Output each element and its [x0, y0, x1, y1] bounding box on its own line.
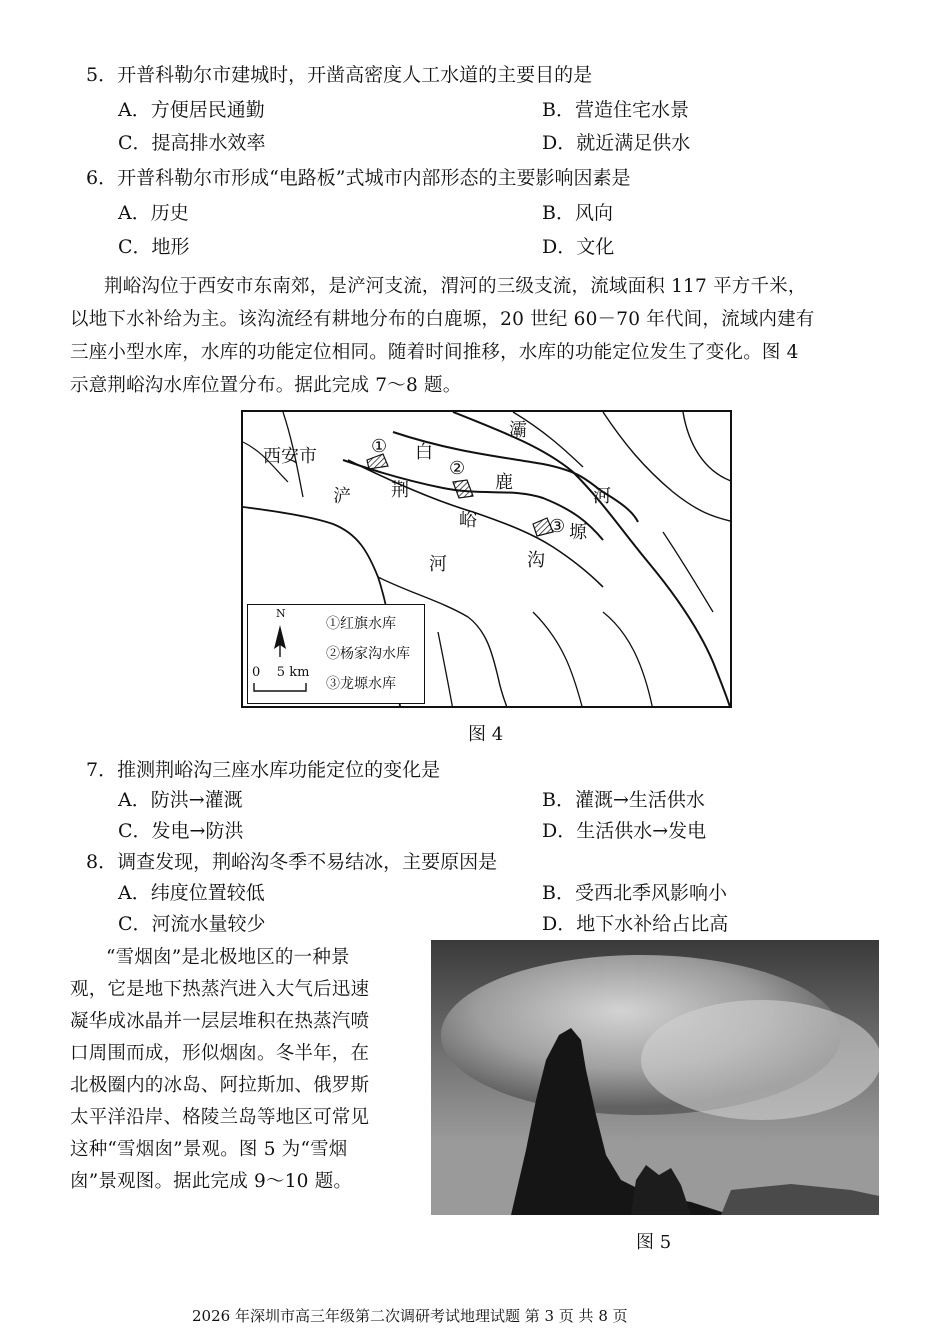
- passage2-line5: 北极圈内的冰岛、阿拉斯加、俄罗斯: [70, 1075, 370, 1096]
- q5-option-b: B．营造住宅水景: [542, 99, 689, 121]
- map-label-bai: 白: [415, 442, 433, 463]
- question-7-stem: 7．推测荆峪沟三座水库功能定位的变化是: [86, 759, 441, 781]
- passage1-line1: 荆峪沟位于西安市东南郊，是浐河支流，渭河的三级支流，流域面积 117 平方千米，: [104, 276, 807, 297]
- figure-4-map: [241, 410, 732, 708]
- q8-option-a: A．纬度位置较低: [118, 882, 265, 904]
- q6-option-d: D．文化: [542, 236, 615, 258]
- figure-5-photo: [431, 940, 879, 1215]
- scale-bar-icon: [254, 683, 306, 691]
- figure-4-caption: 图 4: [468, 724, 504, 745]
- passage2-line7: 这种“雪烟囱”景观。图 5 为“雪烟: [70, 1139, 348, 1160]
- q8-option-c: C．河流水量较少: [118, 913, 266, 935]
- q5-option-c: C．提高排水效率: [118, 132, 266, 154]
- legend-reservoir-1: ①红旗水库: [326, 616, 396, 632]
- legend-reservoir-2: ②杨家沟水库: [326, 646, 410, 662]
- passage2-line8: 囱”景观图。据此完成 9～10 题。: [70, 1171, 353, 1192]
- figure-5-caption: 图 5: [636, 1232, 672, 1253]
- map-label-yuan: 塬: [569, 522, 587, 543]
- q7-option-d: D．生活供水→发电: [542, 820, 707, 842]
- passage2-line2: 观，它是地下热蒸汽进入大气后迅速: [70, 979, 370, 1000]
- q7-option-a: A．防洪→灌溉: [118, 789, 243, 811]
- passage1-line4: 示意荆峪沟水库位置分布。据此完成 7～8 题。: [70, 375, 462, 396]
- q6-option-b: B．风向: [542, 202, 613, 224]
- q5-option-d: D．就近满足供水: [542, 132, 691, 154]
- map-label-gou: 沟: [527, 550, 545, 571]
- passage2-line6: 太平洋沿岸、格陵兰岛等地区可常见: [70, 1107, 370, 1128]
- page-footer: 2026 年深圳市高三年级第二次调研考试地理试题 第 3 页 共 8 页: [192, 1307, 628, 1325]
- map-label-yu: 峪: [459, 510, 477, 531]
- question-5-stem: 5．开普科勒尔市建城时，开凿高密度人工水道的主要目的是: [86, 64, 593, 86]
- north-arrow-and-scale: [248, 605, 308, 705]
- passage2-line3: 凝华成冰晶并一层层堆积在热蒸汽喷: [70, 1011, 370, 1032]
- map-label-jing: 荆: [391, 480, 409, 501]
- passage1-line3: 三座小型水库，水库的功能定位相同。随着时间推移，水库的功能定位发生了变化。图 4: [70, 342, 799, 363]
- map-label-chan-river: 河: [429, 554, 447, 575]
- q7-option-b: B．灌溉→生活供水: [542, 789, 705, 811]
- map-legend: [247, 604, 425, 704]
- q8-option-b: B．受西北季风影响小: [542, 882, 727, 904]
- map-label-reservoir-2: ②: [449, 458, 466, 479]
- north-label: N: [276, 607, 286, 620]
- map-label-chan: 浐: [333, 486, 351, 507]
- q8-option-d: D．地下水补给占比高: [542, 913, 729, 935]
- passage-snow-chimney: [70, 942, 420, 1198]
- passage2-line1: “雪烟囱”是北极地区的一种景: [106, 947, 350, 968]
- question-6-stem: 6．开普科勒尔市形成“电路板”式城市内部形态的主要影响因素是: [86, 167, 631, 189]
- map-label-ba: 灞: [509, 420, 527, 441]
- passage1-line2: 以地下水补给为主。该沟流经有耕地分布的白鹿塬，20 世纪 60－70 年代间，流域内建有: [70, 309, 815, 330]
- passage2-line4: 口周围而成，形似烟囱。冬半年，在: [70, 1043, 370, 1064]
- q7-option-c: C．发电→防洪: [118, 820, 244, 842]
- scale-label: 0 5 km: [252, 665, 310, 680]
- q5-option-a: A．方便居民通勤: [118, 99, 265, 121]
- map-label-reservoir-1: ①: [371, 436, 388, 457]
- map-label-reservoir-3: ③: [549, 516, 566, 537]
- q6-option-c: C．地形: [118, 236, 190, 258]
- question-8-stem: 8．调查发现，荆峪沟冬季不易结冰，主要原因是: [86, 851, 498, 873]
- map-label-xian: 西安市: [263, 446, 317, 467]
- q6-option-a: A．历史: [118, 202, 189, 224]
- snow-chimney-image: [431, 940, 879, 1215]
- map-label-ba-river: 河: [593, 486, 611, 507]
- legend-reservoir-3: ③龙塬水库: [326, 676, 396, 692]
- passage-jingyugou: [70, 270, 900, 402]
- map-label-lu: 鹿: [495, 472, 513, 493]
